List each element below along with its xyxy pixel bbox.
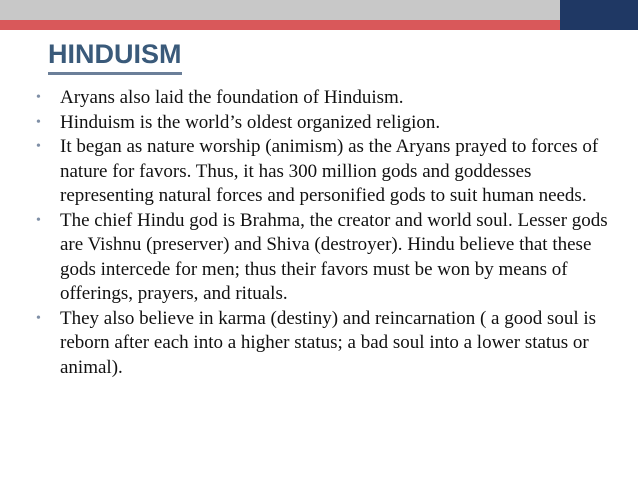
bullet-text: The chief Hindu god is Brahma, the creator and world soul. Lesser gods are Vishnu (preserver) and Shiva (destroyer). Hindu believe that these gods intercede for men; thus their favors must be won by means of offerings, prayers, and rituals. <box>60 209 608 304</box>
bullet-text: It began as nature worship (animism) as the Aryans prayed to forces of nature for favors. Thus, it has 300 million gods and goddesses representing natural forces and personified gods to suit human needs. <box>60 136 599 206</box>
bullet-text: Hinduism is the world’s oldest organized religion. <box>60 111 441 133</box>
header-blue-block <box>560 0 638 30</box>
bullet-text: They also believe in karma (destiny) and reincarnation ( a good soul is reborn after each into a higher status; a bad soul into a lower status or animal). <box>60 307 597 378</box>
slide-title: HINDUISM <box>48 36 182 75</box>
header-gray-band <box>0 0 560 20</box>
bullet-item <box>28 86 618 111</box>
bullet-point-icon: • <box>36 90 41 105</box>
bullet-item <box>28 111 618 136</box>
bullet-point-icon: • <box>36 310 41 326</box>
bullet-point-icon: • <box>36 212 41 228</box>
header-decoration-bar <box>0 0 638 32</box>
bullet-item <box>28 135 618 209</box>
header-red-band <box>0 20 560 30</box>
bullet-item <box>28 209 618 307</box>
bullet-text: Aryans also laid the foundation of Hinduism. <box>60 87 404 108</box>
bullet-list <box>28 86 618 380</box>
bullet-point-icon: • <box>36 139 41 154</box>
bullet-point-icon: • <box>36 114 41 130</box>
bullet-item <box>28 307 618 381</box>
